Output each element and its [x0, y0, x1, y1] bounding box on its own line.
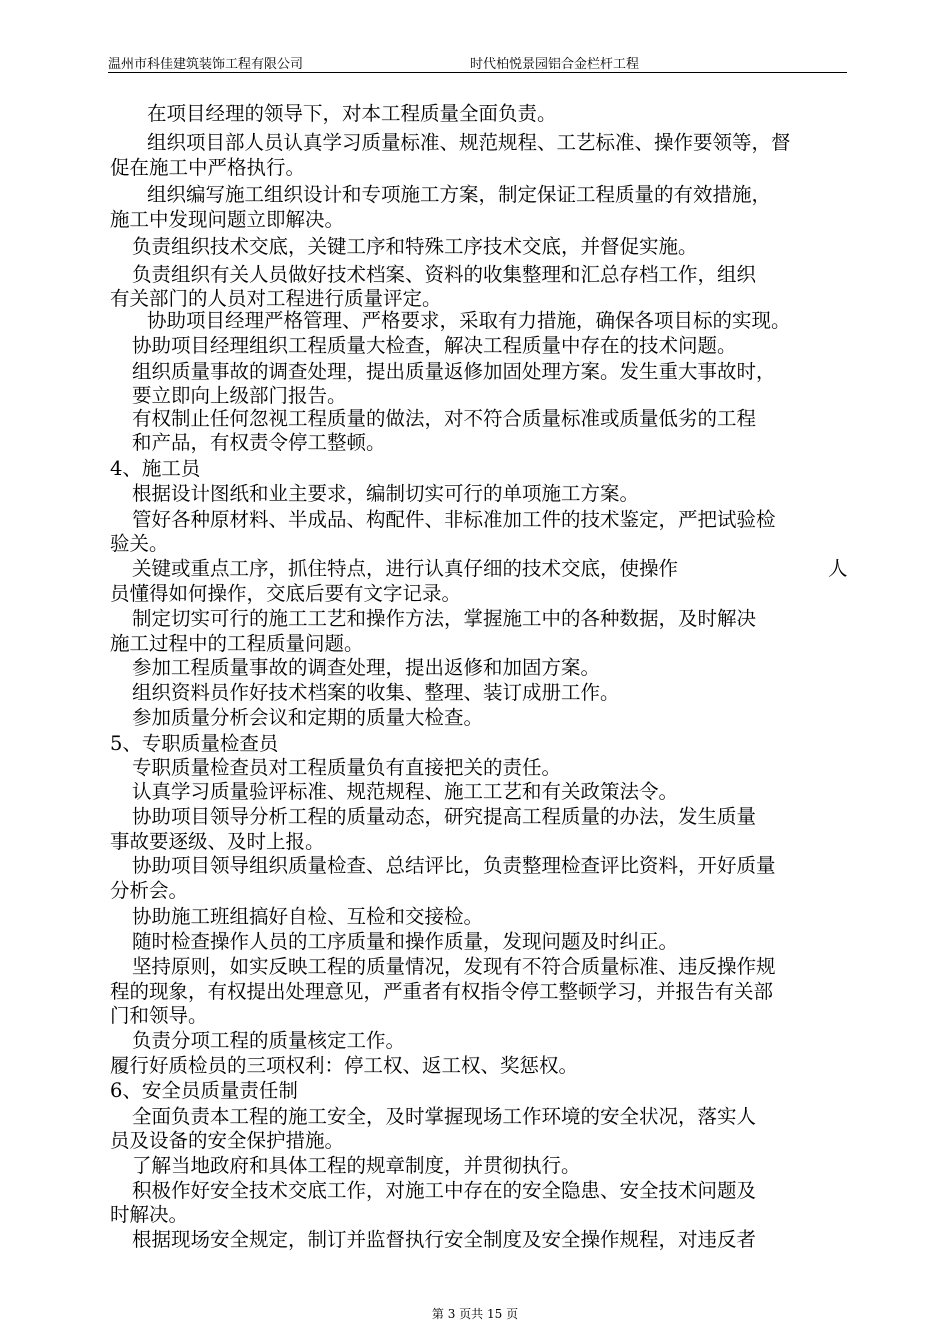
header-project: 时代柏悦景园铝合金栏杆工程: [470, 57, 640, 72]
text-line: 协助项目领导组织质量检查、总结评比，负责整理检查评比资料，开好质量: [132, 854, 776, 877]
text-line: 参加质量分析会议和定期的质量大检查。: [132, 706, 484, 729]
page-footer: 第 3 页共 15 页: [431, 1307, 519, 1321]
text-line: 员及设备的安全保护措施。: [110, 1129, 345, 1152]
text-line: 促在施工中严格执行。: [110, 156, 306, 179]
text-line: 负责组织有关人员做好技术档案、资料的收集整理和汇总存档工作，组织: [132, 263, 757, 286]
text-line: 协助项目经理组织工程质量大检查，解决工程质量中存在的技术问题。: [132, 334, 737, 357]
text-line: 有关部门的人员对工程进行质量评定。: [110, 287, 442, 310]
text-line: 了解当地政府和具体工程的规章制度，并贯彻执行。: [132, 1154, 581, 1177]
text-line: 时解决。: [110, 1203, 189, 1226]
text-line: 组织资料员作好技术档案的收集、整理、装订成册工作。: [132, 681, 620, 704]
text-line: 根据设计图纸和业主要求，编制切实可行的单项施工方案。: [132, 482, 640, 505]
text-line: 组织质量事故的调查处理，提出质量返修加固处理方案。发生重大事故时，: [132, 360, 776, 383]
text-line: 关键或重点工序，抓住特点，进行认真仔细的技术交底，使操作: [132, 557, 679, 580]
text-line: 验关。: [110, 532, 169, 555]
text-line: 人: [828, 557, 848, 580]
text-line: 施工过程中的工程质量问题。: [110, 632, 364, 655]
text-line: 履行好质检员的三项权利：停工权、返工权、奖惩权。: [110, 1054, 579, 1077]
text-line: 分析会。: [110, 879, 189, 902]
section-heading: 4、施工员: [110, 457, 201, 480]
text-line: 组织编写施工组织设计和专项施工方案，制定保证工程质量的有效措施，: [147, 183, 772, 206]
header-company: 温州市科佳建筑装饰工程有限公司: [108, 57, 304, 72]
text-line: 制定切实可行的施工工艺和操作方法，掌握施工中的各种数据，及时解决: [132, 607, 757, 630]
text-line: 全面负责本工程的施工安全，及时掌握现场工作环境的安全状况，落实人: [132, 1105, 757, 1128]
text-line: 管好各种原材料、半成品、构配件、非标准加工件的技术鉴定，严把试验检: [132, 508, 776, 531]
text-line: 协助项目经理严格管理、严格要求，采取有力措施，确保各项目标的实现。: [147, 309, 791, 332]
text-line: 程的现象，有权提出处理意见，严重者有权指令停工整顿学习，并报告有关部: [110, 980, 774, 1003]
text-line: 随时检查操作人员的工序质量和操作质量，发现问题及时纠正。: [132, 930, 679, 953]
text-line: 有权制止任何忽视工程质量的做法，对不符合质量标准或质量低劣的工程: [132, 407, 757, 430]
text-line: 协助施工班组搞好自检、互检和交接检。: [132, 905, 484, 928]
text-line: 参加工程质量事故的调查处理，提出返修和加固方案。: [132, 656, 601, 679]
text-line: 施工中发现问题立即解决。: [110, 208, 345, 231]
text-line: 负责组织技术交底，关键工序和特殊工序技术交底，并督促实施。: [132, 235, 698, 258]
text-line: 专职质量检查员对工程质量负有直接把关的责任。: [132, 756, 562, 779]
section-heading: 5、专职质量检查员: [110, 732, 279, 755]
text-line: 门和领导。: [110, 1004, 208, 1027]
text-line: 积极作好安全技术交底工作，对施工中存在的安全隐患、安全技术问题及: [132, 1179, 757, 1202]
text-line: 坚持原则，如实反映工程的质量情况，发现有不符合质量标准、违反操作规: [132, 955, 776, 978]
text-line: 组织项目部人员认真学习质量标准、规范规程、工艺标准、操作要领等，督: [147, 131, 791, 154]
text-line: 根据现场安全规定，制订并监督执行安全制度及安全操作规程，对违反者: [132, 1228, 757, 1251]
text-line: 协助项目领导分析工程的质量动态，研究提高工程质量的办法，发生质量: [132, 805, 757, 828]
text-line: 要立即向上级部门报告。: [132, 384, 347, 407]
section-heading: 6、安全员质量责任制: [110, 1079, 298, 1102]
text-line: 和产品，有权责令停工整顿。: [132, 431, 386, 454]
page-header: [108, 52, 847, 73]
text-line: 认真学习质量验评标准、规范规程、施工工艺和有关政策法令。: [132, 780, 679, 803]
text-line: 负责分项工程的质量核定工作。: [132, 1029, 406, 1052]
text-line: 事故要逐级、及时上报。: [110, 830, 325, 853]
text-line: 在项目经理的领导下，对本工程质量全面负责。: [147, 102, 557, 125]
text-line: 员懂得如何操作，交底后要有文字记录。: [110, 582, 462, 605]
